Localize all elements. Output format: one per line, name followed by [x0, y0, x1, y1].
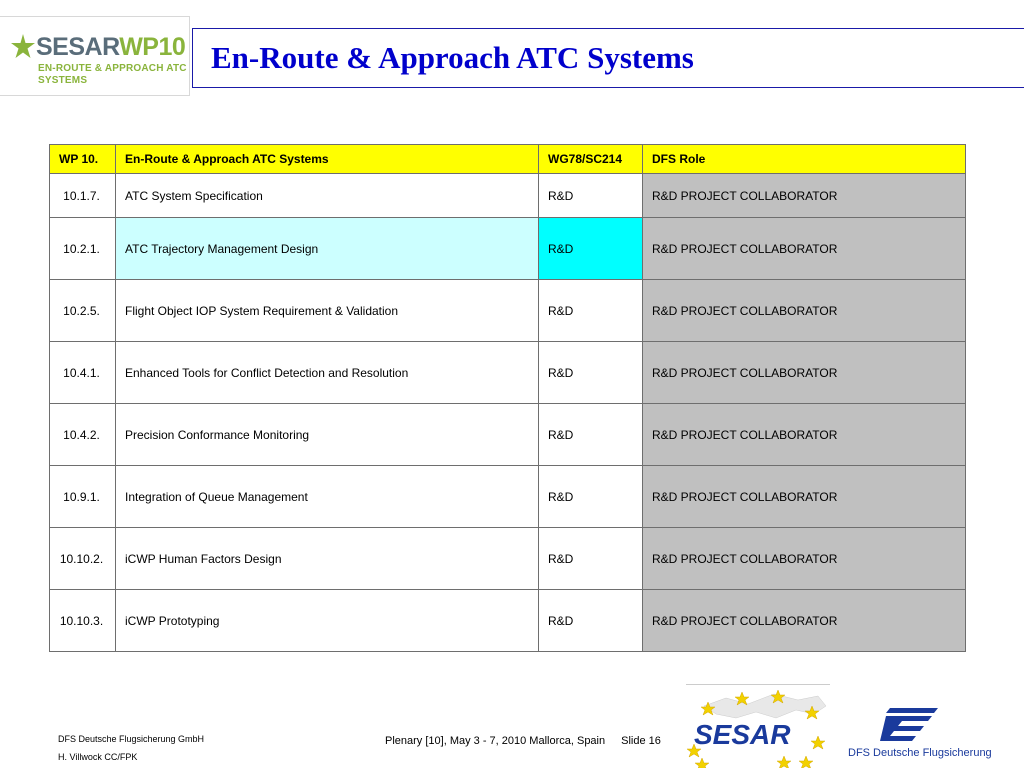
cell-name: iCWP Prototyping	[116, 590, 539, 652]
cell-name: iCWP Human Factors Design	[116, 528, 539, 590]
slide-number: Slide 16	[621, 735, 661, 747]
table-row	[50, 590, 966, 652]
cell-wp: 10.2.5.	[50, 280, 116, 342]
cell-role: R&D PROJECT COLLABORATOR	[643, 404, 966, 466]
cell-wg: R&D	[539, 218, 643, 280]
cell-role: R&D PROJECT COLLABORATOR	[643, 590, 966, 652]
col-header-system: En-Route & Approach ATC Systems	[116, 145, 539, 174]
sesar-footer-logo	[686, 684, 830, 768]
cell-wg: R&D	[539, 528, 643, 590]
sesar-star-icon	[10, 33, 36, 59]
cell-name: Enhanced Tools for Conflict Detection and Resolution	[116, 342, 539, 404]
sesar-logo-text: SESAR	[694, 719, 791, 750]
cell-wp: 10.1.7.	[50, 174, 116, 218]
cell-wp: 10.4.1.	[50, 342, 116, 404]
cell-name: Precision Conformance Monitoring	[116, 404, 539, 466]
cell-role: R&D PROJECT COLLABORATOR	[643, 280, 966, 342]
cell-name: ATC Trajectory Management Design	[116, 218, 539, 280]
footer-left	[58, 730, 204, 766]
cell-name: Flight Object IOP System Requirement & Validation	[116, 280, 539, 342]
cell-wg: R&D	[539, 280, 643, 342]
table-row	[50, 218, 966, 280]
col-header-role: DFS Role	[643, 145, 966, 174]
cell-name: Integration of Queue Management	[116, 466, 539, 528]
cell-wp: 10.2.1.	[50, 218, 116, 280]
table-row	[50, 342, 966, 404]
dfs-logo	[846, 704, 992, 764]
footer-company: DFS Deutsche Flugsicherung GmbH	[58, 734, 205, 744]
cell-role: R&D PROJECT COLLABORATOR	[643, 342, 966, 404]
cell-wp: 10.9.1.	[50, 466, 116, 528]
table-row	[50, 280, 966, 342]
dfs-logo-text: DFS Deutsche Flugsicherung	[848, 747, 992, 759]
col-header-wp: WP 10.	[50, 145, 116, 174]
cell-name: ATC System Specification	[116, 174, 539, 218]
cell-wg: R&D	[539, 466, 643, 528]
cell-role: R&D PROJECT COLLABORATOR	[643, 218, 966, 280]
table-row	[50, 404, 966, 466]
cell-wg: R&D	[539, 404, 643, 466]
footer-center	[385, 735, 661, 747]
cell-wp: 10.10.3.	[50, 590, 116, 652]
col-header-wg: WG78/SC214	[539, 145, 643, 174]
cell-role: R&D PROJECT COLLABORATOR	[643, 466, 966, 528]
footer-event: Plenary [10], May 3 - 7, 2010 Mallorca, Spain	[385, 735, 606, 747]
cell-role: R&D PROJECT COLLABORATOR	[643, 174, 966, 218]
cell-role: R&D PROJECT COLLABORATOR	[643, 528, 966, 590]
work-package-table	[49, 144, 966, 652]
table-row	[50, 466, 966, 528]
cell-wp: 10.4.2.	[50, 404, 116, 466]
cell-wg: R&D	[539, 174, 643, 218]
cell-wg: R&D	[539, 590, 643, 652]
dfs-swoosh-icon	[880, 708, 938, 741]
table-row	[50, 528, 966, 590]
cell-wp: 10.10.2.	[50, 528, 116, 590]
table-header-row	[50, 145, 966, 174]
cell-wg: R&D	[539, 342, 643, 404]
logo-subtitle: EN-ROUTE & APPROACH ATC SYSTEMS	[38, 63, 187, 86]
table-row	[50, 174, 966, 218]
footer-author: H. Villwock CC/FPK	[58, 752, 138, 762]
page-title: En-Route & Approach ATC Systems	[211, 40, 694, 75]
logo-wordmark: SESARWP10	[36, 33, 186, 61]
title-band	[192, 28, 1024, 88]
sesar-wp10-logo	[0, 16, 190, 96]
